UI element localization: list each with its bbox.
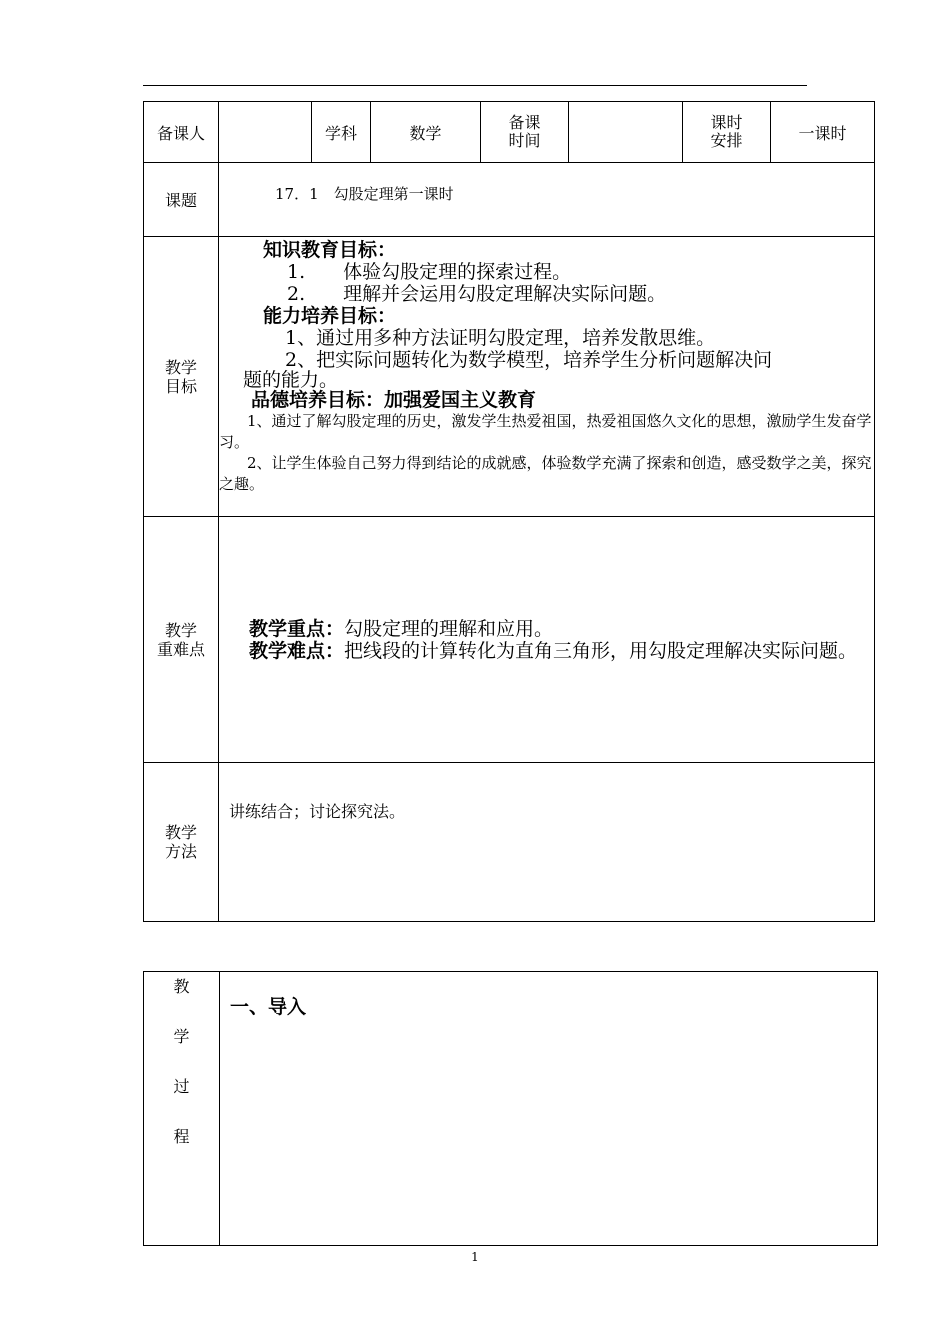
topic-value: 17．1 勾股定理第一课时 bbox=[219, 163, 875, 237]
process-table bbox=[143, 971, 878, 1246]
objectives-row bbox=[144, 237, 875, 517]
topic-label: 课题 bbox=[144, 163, 219, 237]
key-points-label: 教学 重难点 bbox=[144, 517, 219, 763]
process-content bbox=[220, 972, 878, 1246]
teaching-focus: 教学重点：勾股定理的理解和应用。 bbox=[249, 617, 554, 640]
ability-item-2: 2、把实际问题转化为数学模型，培养学生分析问题解决问 bbox=[285, 349, 773, 371]
method-value: 讲练结合；讨论探究法。 bbox=[219, 763, 875, 922]
page-number: 1 bbox=[471, 1250, 479, 1264]
section-intro-title: 一、导入 bbox=[230, 996, 307, 1018]
objectives-content bbox=[219, 237, 875, 517]
moral-item-1: 1、通过了解勾股定理的历史，激发学生热爱祖国，热爱祖国悠久文化的思想，激励学生发奋学习。 bbox=[219, 412, 872, 451]
subject-value: 数学 bbox=[371, 102, 481, 163]
method-label: 教学 方法 bbox=[144, 763, 219, 922]
moral-item-2: 2、让学生体验自己努力得到结论的成就感，体验数学充满了探索和创造，感受数学之美，探究之趣。 bbox=[219, 454, 872, 493]
process-label: 教 学 过 程 bbox=[144, 972, 220, 1246]
process-row bbox=[144, 972, 878, 1246]
header-row bbox=[144, 102, 875, 163]
header-rule bbox=[143, 85, 807, 86]
hours-value: 一课时 bbox=[771, 102, 875, 163]
teaching-difficulty: 教学难点：把线段的计算转化为直角三角形，用勾股定理解决实际问题。 bbox=[249, 639, 858, 662]
knowledge-item-1: 1. 体验勾股定理的探索过程。 bbox=[287, 261, 572, 283]
ability-item-2-cont: 题的能力。 bbox=[243, 369, 339, 391]
prep-time-label: 备课 时间 bbox=[481, 102, 569, 163]
topic-row bbox=[144, 163, 875, 237]
moral-title: 品德培养目标：加强爱国主义教育 bbox=[251, 389, 537, 411]
hours-label: 课时 安排 bbox=[683, 102, 771, 163]
key-points-content bbox=[219, 517, 875, 763]
preparer-label: 备课人 bbox=[144, 102, 219, 163]
knowledge-title: 知识教育目标： bbox=[263, 239, 397, 261]
preparer-value bbox=[219, 102, 312, 163]
prep-time-value bbox=[569, 102, 683, 163]
key-points-row bbox=[144, 517, 875, 763]
ability-item-1: 1、通过用多种方法证明勾股定理，培养发散思维。 bbox=[285, 327, 716, 349]
objectives-label: 教学 目标 bbox=[144, 237, 219, 517]
method-row bbox=[144, 763, 875, 922]
lesson-plan-table bbox=[143, 101, 875, 922]
subject-label: 学科 bbox=[312, 102, 371, 163]
ability-title: 能力培养目标： bbox=[263, 305, 397, 327]
knowledge-item-2: 2. 理解并会运用勾股定理解决实际问题。 bbox=[287, 283, 667, 305]
